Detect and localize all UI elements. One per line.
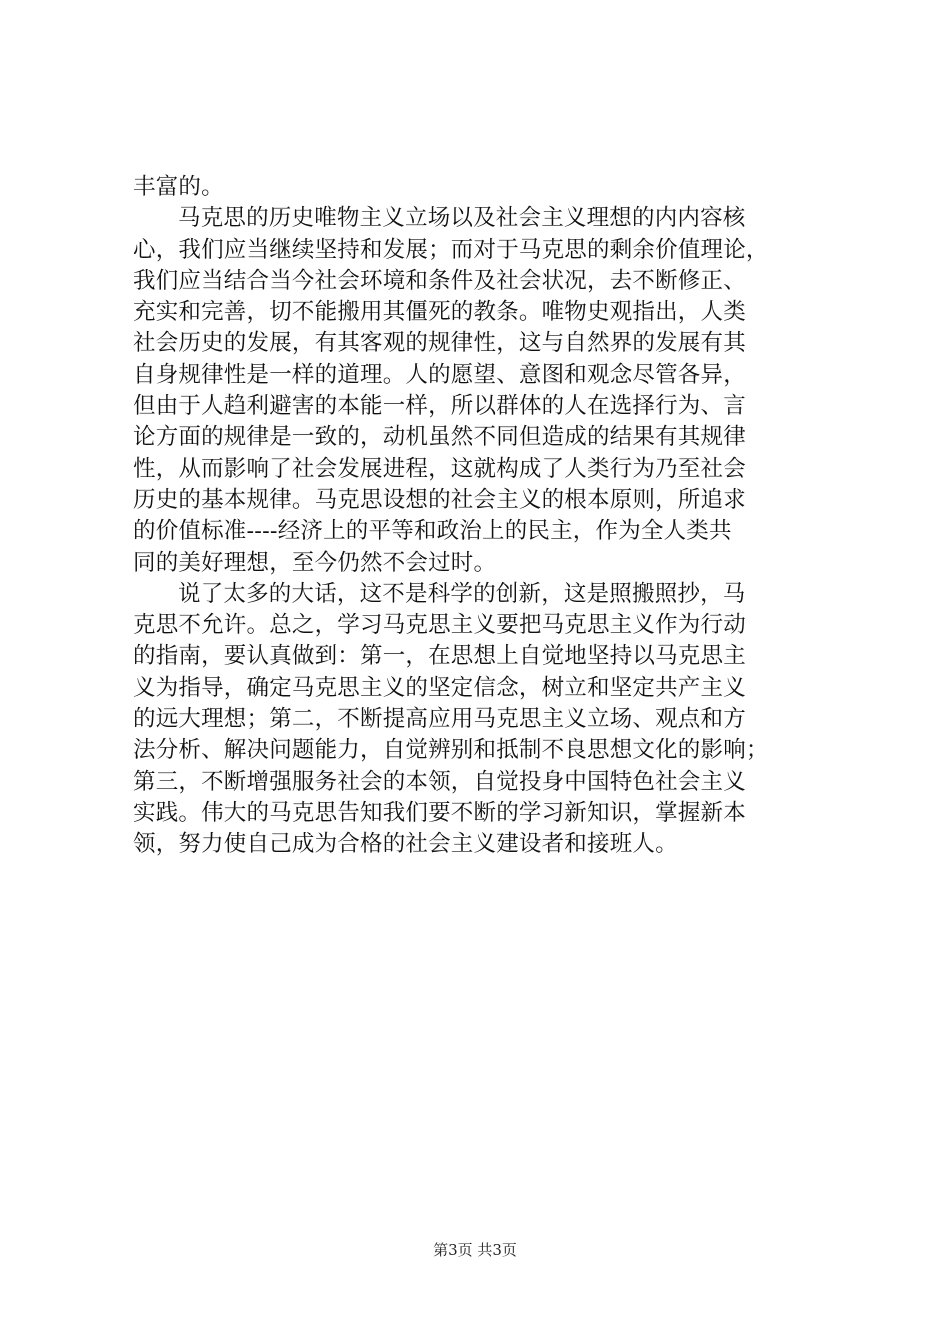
- text-line: 义为指导，确定马克思主义的坚定信念，树立和坚定共产主义: [133, 674, 746, 701]
- text-line: 历史的基本规律。马克思设想的社会主义的根本原则，所追求: [133, 486, 746, 513]
- text-line: 实践。伟大的马克思告知我们要不断的学习新知识，掌握新本: [133, 799, 746, 826]
- text-line: 充实和完善，切不能搬用其僵死的教条。唯物史观指出，人类: [133, 299, 746, 326]
- text-line: 的远大理想；第二，不断提高应用马克思主义立场、观点和方: [133, 706, 746, 733]
- text-line: 的指南，要认真做到：第一，在思想上自觉地坚持以马克思主: [133, 643, 746, 670]
- text-line: 自身规律性是一样的道理。人的愿望、意图和观念尽管各异，: [133, 361, 746, 388]
- text-line: 法分析、解决问题能力，自觉辨别和抵制不良思想文化的影响；: [133, 737, 769, 764]
- text-line: 领，努力使自己成为合格的社会主义建设者和接班人。: [133, 831, 678, 858]
- text-line: 克思不允许。总之，学习马克思主义要把马克思主义作为行动: [133, 612, 746, 639]
- text-line: 丰富的。: [133, 174, 224, 200]
- paragraph-start-line: 马克思的历史唯物主义立场以及社会主义理想的内内容核: [178, 205, 746, 232]
- text-line: 同的美好理想，至今仍然不会过时。: [133, 549, 497, 576]
- page-number-label: 第3页 共3页: [433, 1241, 517, 1259]
- body-text: [133, 172, 833, 861]
- text-line: 心，我们应当继续坚持和发展；而对于马克思的剩余价值理论，: [133, 236, 769, 263]
- page-footer: [0, 1240, 950, 1260]
- text-line: 社会历史的发展，有其客观的规律性，这与自然界的发展有其: [133, 330, 746, 357]
- text-line: 性，从而影响了社会发展进程，这就构成了人类行为乃至社会: [133, 455, 746, 482]
- text-line: 的价值标准----经济上的平等和政治上的民主，作为全人类共: [133, 518, 732, 545]
- text-line: 但由于人趋利避害的本能一样，所以群体的人在选择行为、言: [133, 393, 746, 420]
- text-line: 论方面的规律是一致的，动机虽然不同但造成的结果有其规律: [133, 424, 746, 451]
- text-line: 第三，不断增强服务社会的本领，自觉投身中国特色社会主义: [133, 768, 746, 795]
- paragraph-start-line: 说了太多的大话，这不是科学的创新，这是照搬照抄，马: [178, 580, 746, 607]
- text-line: 我们应当结合当今社会环境和条件及社会状况，去不断修正、: [133, 267, 746, 294]
